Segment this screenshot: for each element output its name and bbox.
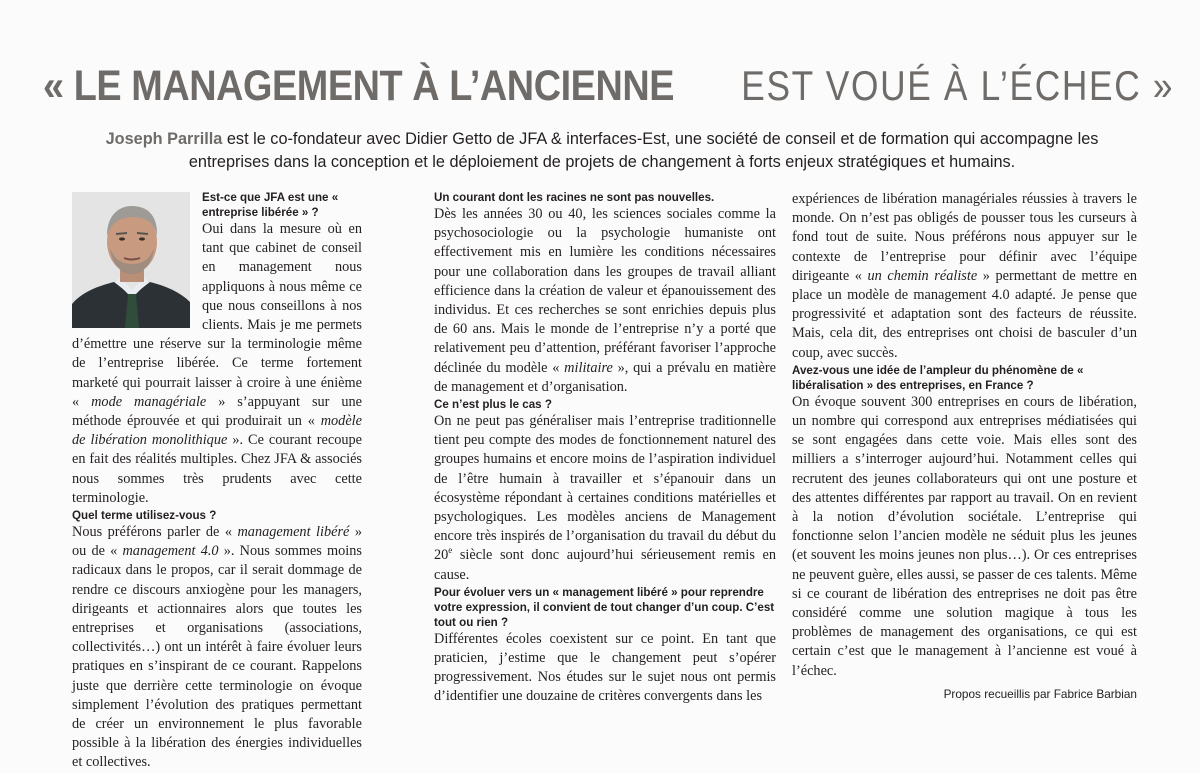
answer-6: On évoque souvent 300 entreprises en cours de libération, un nombre qui correspond aux entreprises médiatisées qui se sont engagées dans cette voie. Mais elles sont des milliers a s’interroger aujourd’hui. Notamment celles qui recrutent des jeunes collaborateurs qui ont une posture et des attentes différentes par rapport au travail. On en revient à la notion d’évolution sociétale. L’entreprise qui fonctionne selon l’ancien modèle ne séduit plus les jeunes (et souvent les moins jeunes non plus…). Or ces entreprises ne peuvent guère, elles aussi, se passer de ces talents. Même si ce courant de libération des entreprises ne doit pas être considéré comme une solution magique à tous les problèmes de management des organisations, ce qui est certain c’est que le management à l’ancienne est voué à l’échec. <box>792 393 1137 679</box>
portrait-photo <box>72 192 190 328</box>
answer-3: Dès les années 30 ou 40, les sciences sociales comme la psychosociologie ou la psychologie humaniste ont effectivement mis en lumière les conditions nécessaires pour une collaboration dans les groupes de travail alliant efficience dans la création de valeur et épanouissement des individus. Et ces recherches se sont enrichies depuis plus de 60 ans. Mais le monde de l’entreprise n’y a porté que relativement peu d’attention, préférant favoriser l’approche déclinée du modèle « militaire », qui a prévalu en matière de management et d’organisation. <box>434 206 776 395</box>
answer-1: Oui dans la mesure où en tant que cabinet de conseil en management nous appliquons à nous même ce que nous conseillons à nos clients. Mais je me permets d’émettre une réserve sur la terminologie même de l’entreprise libérée. Ce terme fortement marketé qui pourrait laisser à croire à une énième « mode managériale » s’appuyant sur une méthode éprouvée et qui produirait un « modèle de libération monolithique ». Ce courant recoupe en fait des réalités multiples. Chez JFA & associés nous sommes très prudents avec cette terminologie. <box>72 221 363 506</box>
portrait-photo-icon <box>72 192 190 328</box>
column-3 <box>792 190 1137 704</box>
question-1: Est-ce que JFA est une « entreprise libérée » ? <box>202 191 339 219</box>
answer-5: Différentes écoles coexistent sur ce point. En tant que praticien, j’estime que le changement peut s’opérer progressivement. Nos études sur le sujet nous ont permis d’identifier une douzaine de critères convergents dans les <box>434 630 776 705</box>
intro-text: est le co-fondateur avec Didier Getto de JFA & interfaces-Est, une société de conseil et de formation qui accompagne les entreprises dans la conception et le déploiement de projets de changement à forts enjeux stratégiques et humains. <box>188 130 1099 171</box>
title-bold: « LE MANAGEMENT À L’ANCIENNE <box>43 62 675 110</box>
column-1 <box>72 190 362 773</box>
question-4: Ce n’est plus le cas ? <box>434 398 552 412</box>
question-3: Un courant dont les racines ne sont pas nouvelles. <box>434 191 715 204</box>
question-5: Pour évoluer vers un « management libéré » pour reprendre votre expression, il convient de tout changer d’un coup. C’est tout ou rien ? <box>434 585 775 629</box>
question-6: Avez-vous une idée de l’ampleur du phénomène de « libéralisation » des entreprises, en France ? <box>792 363 1084 392</box>
article-title <box>0 62 1200 111</box>
article-intro <box>72 128 1132 174</box>
answer-2: Nous préférons parler de « management libéré » ou de « management 4.0 ». Nous sommes moins radicaux dans le propos, car il serait dommage de rendre ce discours anxiogène pour les managers, dirigeants et actionnaires alors que toutes les entreprises et organisations (associations, collectivités…) ont un intérêt à faire évoluer leurs pratiques en s’inspirant de ce courant. Rappelons juste que derrière cette terminologie on évoque simplement l’évolution des pratiques permettant de créer un environnement le plus favorable possible à la libération des énergies individuelles et collectives. <box>72 524 362 771</box>
answer-5-continued: expériences de libération managériales réussies à travers le monde. On n’est pas obligés de pousser tous les curseurs à fond tout de suite. Nous préférons nous appuyer sur le contexte de l’entreprise pour définir avec l’équipe dirigeante « un chemin réaliste » permettant de mettre en place un modèle de management 4.0 adapté. Je pense que progressivité et adaptation sont des facteurs de réussite. Mais, cela dit, des entreprises ont choisi de basculer d’un coup, avec succès. <box>792 191 1137 361</box>
interviewee-name: Joseph Parrilla <box>105 130 223 148</box>
question-2: Quel terme utilisez-vous ? <box>72 509 217 523</box>
answer-4: On ne peut pas généraliser mais l’entreprise traditionnelle tient peu compte des modes de fonctionnement naturel des groupes humains et encore moins de l’aspiration individuel de l’être humain à travailler et s’épanouir dans un écosystème répondant à certaines conditions matérielles et psychologiques. Les modèles anciens de Management encore très inspirés de l’organisation du travail du début du 20e siècle sont donc aujourd’hui sérieusement remis en cause. <box>434 413 776 583</box>
author-signature: Propos recueillis par Fabrice Barbian <box>943 686 1137 701</box>
column-2 <box>434 190 776 707</box>
title-light: EST VOUÉ À L’ÉCHEC » <box>740 62 1174 109</box>
